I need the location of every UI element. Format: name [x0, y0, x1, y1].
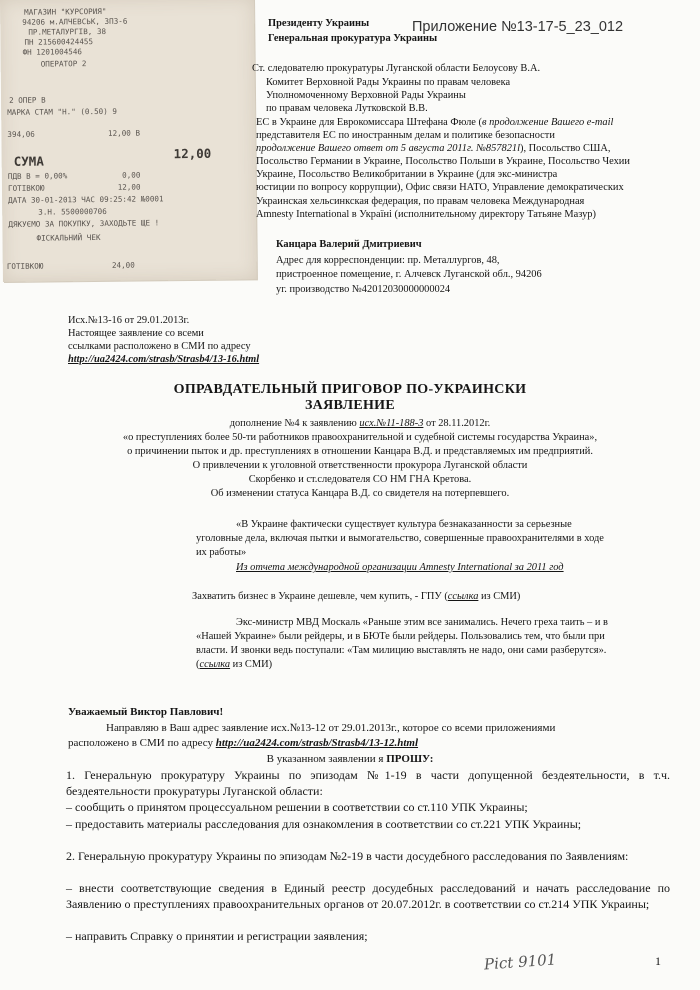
addressee-line: Украине, Посольство Великобритании в Украине (для экс-министра: [256, 169, 558, 180]
addressee-line: ЕС в Украине для Еврокомиссара Штефана Фюле (в продолжение Вашего e-mail: [256, 117, 614, 128]
quote-line: «Нашей Украине» были рейдеры, и в БЮТе были рейдеры. Пользовались тем, что были при: [196, 631, 605, 642]
receipt-line: ГОТІВКОЮ 12,00: [7, 182, 141, 193]
addressee-line: по правам человека Лутковской В.В.: [266, 103, 428, 114]
addressee-line: Комитет Верховной Рады Украины по правам человека: [266, 77, 511, 88]
addressee-line: Украинская хельсинкская федерация, по правам человека Международная: [256, 196, 585, 207]
receipt-image: [0, 0, 257, 282]
intro-line: расположено в СМИ по адресу http://ua2424.com/strasb/Strasb4/13-12.html: [68, 737, 419, 749]
sender-address: Адрес для корреспонденции: пр. Металлургов, 48,: [276, 255, 500, 266]
media-link[interactable]: ссылка: [447, 591, 479, 602]
receipt-line: ФІСКАЛЬНИЙ ЧЕК: [36, 232, 101, 243]
subtitle-line: Об изменении статуса Канцара В.Д. со свидетеля на потерпевшего.: [210, 488, 510, 499]
quote-line: (ссылка из СМИ): [196, 659, 273, 670]
sender-address: пристроенное помещение, г. Алчевск Луганской обл., 94206: [276, 269, 542, 280]
request-paragraph: 1. Генеральную прокуратуру Украины по эпизодам №1-19 в части допущенной бездеятельности, в т.ч. бездеятельности прокуратуры Луганской области:: [66, 768, 670, 798]
receipt-line: ДАТА 30-01-2013 ЧАС 09:25:42 №0001: [8, 194, 164, 205]
appendix-label: Приложение №13-17-5_23_012: [412, 19, 624, 35]
handwritten-signature: Pict 9101: [483, 950, 557, 974]
addressee-line: Посольство Германии в Украине, Посольство Польши в Украине, Посольство Чехии: [256, 156, 630, 167]
request-paragraph: – предоставить материалы расследования для ознакомления в соответствии со ст.221 УПК Украины;: [66, 817, 582, 831]
case-number: уг. производство №42012030000000024: [276, 284, 451, 295]
receipt-line: ПН 215600424455: [24, 37, 94, 47]
ref-note: ссылками расположено в СМИ по адресу: [68, 341, 251, 352]
receipt-sum-value: 12,00: [173, 145, 212, 162]
quote-line: Захватить бизнес в Украине дешевле, чем купить, - ГПУ (ссылка из СМИ): [192, 591, 521, 602]
quote-line: их работы»: [196, 547, 247, 558]
subtitle-line: «о преступлениях более 50-ти работников правоохранительной и судебной системы государства Украина»,: [122, 432, 598, 443]
request-paragraph: – направить Справку о принятии и регистрации заявления;: [66, 929, 368, 943]
receipt-line: ПР.МЕТАЛУРГІВ, 38: [28, 26, 107, 37]
receipt-line: ПДВ В = 0,00% 0,00: [7, 170, 141, 181]
subtitle-line: О привлечении к уголовной ответственности прокурора Луганской области: [192, 460, 528, 471]
receipt-line: ОПЕРАТОР 2: [40, 59, 87, 69]
addressee-line: Уполномоченному Верховной Рады Украины: [266, 90, 466, 101]
addressee-line: юстиции по вопросу коррупции), Офис связи НАТО, Управление демократических: [256, 182, 624, 193]
subtitle-line: Скорбенко и ст.следователя СО НМ ГНА Кретова.: [248, 474, 472, 485]
quote-line: Экс-министр МВД Москаль «Раньше этим все занимались. Нечего греха таить – и в: [236, 617, 608, 628]
ref-note: Настоящее заявление со всеми: [68, 328, 204, 339]
receipt-line: 2 ОПЕР В: [9, 95, 46, 105]
receipt-line: 94206 м.АЛЧЕВСЬК, ЗПЗ-6: [22, 16, 128, 27]
outgoing-number: Исх.№13-16 от 29.01.2013г.: [68, 315, 190, 326]
document-title: ОПРАВДАТЕЛЬНЫЙ ПРИГОВОР ПО-УКРАИНСКИ: [173, 382, 527, 397]
addressee-line: продолжение Вашего ответ от 5 августа 2011г. №857821l), Посольство США,: [256, 143, 611, 154]
request-paragraph: 2. Генеральную прокуратуру Украины по эпизодам №2-19 в части досудебного расследования по Заявлениям:: [66, 849, 629, 863]
receipt-line: ФН 1201004546: [22, 47, 83, 57]
request-paragraph: – внести соответствующие сведения в Единый реестр досудебных расследований и начать расследование по Заявлению о преступлениях правоохранительных органов от 20.07.2012г. в соответствии со ст.214 УПК Украины;: [66, 881, 670, 911]
receipt-line: ГОТІВКОЮ 24,00: [6, 260, 135, 271]
quote-line: уголовные дела, включая пытки и вымогательство, совершенные правоохранителями в ходе: [196, 533, 604, 544]
receipt-line: 394,06 12,00 В: [7, 128, 141, 139]
subtitle-line: дополнение №4 к заявлению исх.№11-188-3 от 28.11.2012г.: [229, 418, 491, 429]
salutation: Уважаемый Виктор Павлович!: [68, 706, 224, 718]
sender-name: Канцара Валерий Дмитриевич: [276, 239, 422, 250]
ref-link[interactable]: http://ua2424.com/strasb/Strasb4/13-16.html: [68, 354, 260, 365]
receipt-line: 3.Н. 5500000706: [38, 206, 107, 217]
quote-source-link[interactable]: Из отчета международной организации Amnesty International за 2011 год: [236, 562, 564, 573]
prior-statement-link[interactable]: исх.№11-188-3: [359, 418, 424, 429]
quote-line: «В Украине фактически существует культура безнаказанности за серьезные: [236, 519, 572, 530]
addressee-line: Ст. следователю прокуратуры Луганской области Белоусову В.А.: [252, 63, 541, 74]
quote-line: власти. И звонки ведь поступали: «Там милицию выставлять не надо, они сами разберутся».: [196, 645, 607, 656]
subtitle-line: о причинении пыток и др. преступлениях в отношении Канцара В.Д. и представляемых им предприятий.: [127, 446, 593, 457]
receipt-sum-label: СУМА: [13, 153, 44, 169]
statement-link[interactable]: http://ua2424.com/strasb/Strasb4/13-12.html: [215, 737, 419, 749]
addressee-line: представителя ЕС по иностранным делам и политике безопасности: [256, 130, 555, 141]
receipt-line: МАГАЗИН "КУРСОРИЯ": [24, 6, 107, 17]
document-subtitle-heading: ЗАЯВЛЕНИЕ: [304, 398, 395, 413]
addressee-gpu: Генеральная прокуратура Украины: [268, 33, 438, 44]
receipt-line: ДЯКУЄМО ЗА ПОКУПКУ, ЗАХОДЬТЕ ЩЕ !: [8, 218, 160, 229]
request-paragraph: – сообщить о принятом процессуальном решении в соответствии со ст.110 УПК Украины;: [66, 800, 528, 814]
media-link[interactable]: ссылка: [199, 659, 231, 670]
addressee-line: Amnesty International в Україні (исполнительному директору Татьяне Мазур): [256, 209, 596, 220]
intro-line: Направляю в Ваш адрес заявление исх.№13-12 от 29.01.2013г., которое со всеми приложениями: [106, 722, 556, 734]
request-heading: В указанном заявлении я ПРОШУ:: [266, 753, 434, 765]
addressee-president: Президенту Украины: [268, 18, 370, 29]
receipt-line: МАРКА СТАМ "Н." (0.50) 9: [7, 106, 117, 117]
page-number: 1: [655, 954, 661, 968]
